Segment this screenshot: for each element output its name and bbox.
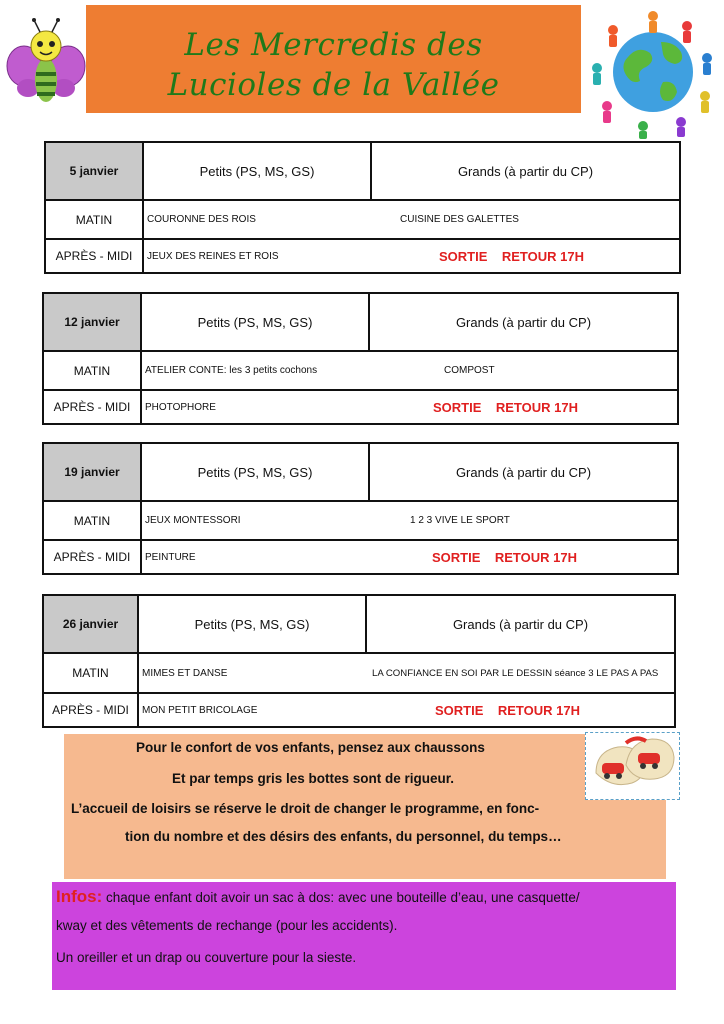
apres-midi-label: APRÈS - MIDI (46, 240, 144, 272)
table-row-matin (44, 352, 677, 391)
table-header-row (44, 294, 677, 352)
infos-line-1 (56, 887, 580, 907)
col-grands-header: Grands (à partir du CP) (457, 163, 594, 179)
table-row-apres-midi (44, 694, 674, 726)
col-grands-header: Grands (à partir du CP) (455, 464, 592, 480)
infos-line-3: Un oreiller et un drap ou couverture pour la sieste. (56, 950, 357, 965)
apres-midi-petits-activity: PHOTOPHORE (145, 401, 216, 413)
apres-midi-petits-activity: JEUX DES REINES ET ROIS (147, 250, 279, 262)
matin-label: MATIN (44, 502, 142, 539)
infos-text-1: chaque enfant doit avoir un sac à dos: avec une bouteille d’eau, une casquette/ (102, 890, 580, 905)
baby-slippers-icon (585, 732, 680, 800)
tip-line-4: tion du nombre et des désirs des enfants, du personnel, du temps… (125, 829, 562, 844)
date-cell: 19 janvier (44, 444, 142, 500)
table-row-matin (44, 654, 674, 694)
matin-petits-activity: MIMES ET DANSE (142, 667, 228, 679)
table-row-apres-midi (46, 240, 679, 272)
apres-midi-petits-activity: MON PETIT BRICOLAGE (142, 704, 258, 716)
table-header-row (44, 444, 677, 502)
earth-children-icon (583, 2, 723, 140)
tip-line-2: Et par temps gris les bottes sont de rigueur. (172, 771, 455, 786)
apres-midi-label: APRÈS - MIDI (44, 541, 142, 573)
apres-midi-label: APRÈS - MIDI (44, 694, 139, 726)
page-title-line-2: Lucioles de la Vallée (167, 67, 500, 103)
apres-midi-grands-sortie: SORTIE RETOUR 17H (433, 399, 578, 415)
table-row-apres-midi (44, 391, 677, 423)
table-row-matin (44, 502, 677, 541)
matin-petits-activity: COURONNE DES ROIS (147, 214, 256, 225)
col-petits-header: Petits (PS, MS, GS) (139, 596, 367, 652)
matin-petits-activity: ATELIER CONTE: les 3 petits cochons (145, 365, 318, 376)
col-petits-header: Petits (PS, MS, GS) (142, 444, 370, 500)
date-cell: 12 janvier (44, 294, 142, 350)
matin-grands-activity: LA CONFIANCE EN SOI PAR LE DESSIN séance 3 LE PAS A PAS (372, 667, 659, 679)
table-header-row (44, 596, 674, 654)
matin-grands-activity: 1 2 3 VIVE LE SPORT (410, 515, 510, 526)
table-row-matin (46, 201, 679, 240)
tip-line-1: Pour le confort de vos enfants, pensez aux chaussons (136, 740, 485, 755)
page-title-line-1: Les Mercredis des (184, 27, 483, 63)
matin-label: MATIN (44, 654, 139, 692)
matin-label: MATIN (46, 201, 144, 238)
infos-box (52, 882, 676, 990)
schedule-table (44, 141, 681, 274)
infos-label: Infos: (56, 887, 103, 906)
col-petits-header: Petits (PS, MS, GS) (144, 143, 372, 199)
bee-mascot-icon (6, 18, 86, 106)
col-petits-header: Petits (PS, MS, GS) (142, 294, 370, 350)
matin-grands-activity: COMPOST (444, 365, 495, 376)
infos-line-2: kway et des vêtements de rechange (pour les accidents). (56, 918, 398, 933)
title-banner (86, 5, 581, 113)
apres-midi-grands-sortie: SORTIE RETOUR 17H (439, 248, 584, 264)
apres-midi-grands-sortie: SORTIE RETOUR 17H (432, 549, 577, 565)
tip-line-3: L’accueil de loisirs se réserve le droit de changer le programme, en fonc- (71, 801, 540, 816)
table-row-apres-midi (44, 541, 677, 573)
matin-petits-activity: JEUX MONTESSORI (145, 515, 241, 526)
schedule-table (42, 292, 679, 425)
matin-label: MATIN (44, 352, 142, 389)
col-grands-header: Grands (à partir du CP) (452, 616, 589, 632)
apres-midi-label: APRÈS - MIDI (44, 391, 142, 423)
col-grands-header: Grands (à partir du CP) (455, 314, 592, 330)
table-header-row (46, 143, 679, 201)
matin-grands-activity: CUISINE DES GALETTES (400, 214, 519, 225)
apres-midi-grands-sortie: SORTIE RETOUR 17H (435, 702, 580, 718)
tips-box (64, 734, 666, 879)
schedule-table (42, 442, 679, 575)
apres-midi-petits-activity: PEINTURE (145, 551, 196, 563)
date-cell: 5 janvier (46, 143, 144, 199)
schedule-table (42, 594, 676, 728)
date-cell: 26 janvier (44, 596, 139, 652)
